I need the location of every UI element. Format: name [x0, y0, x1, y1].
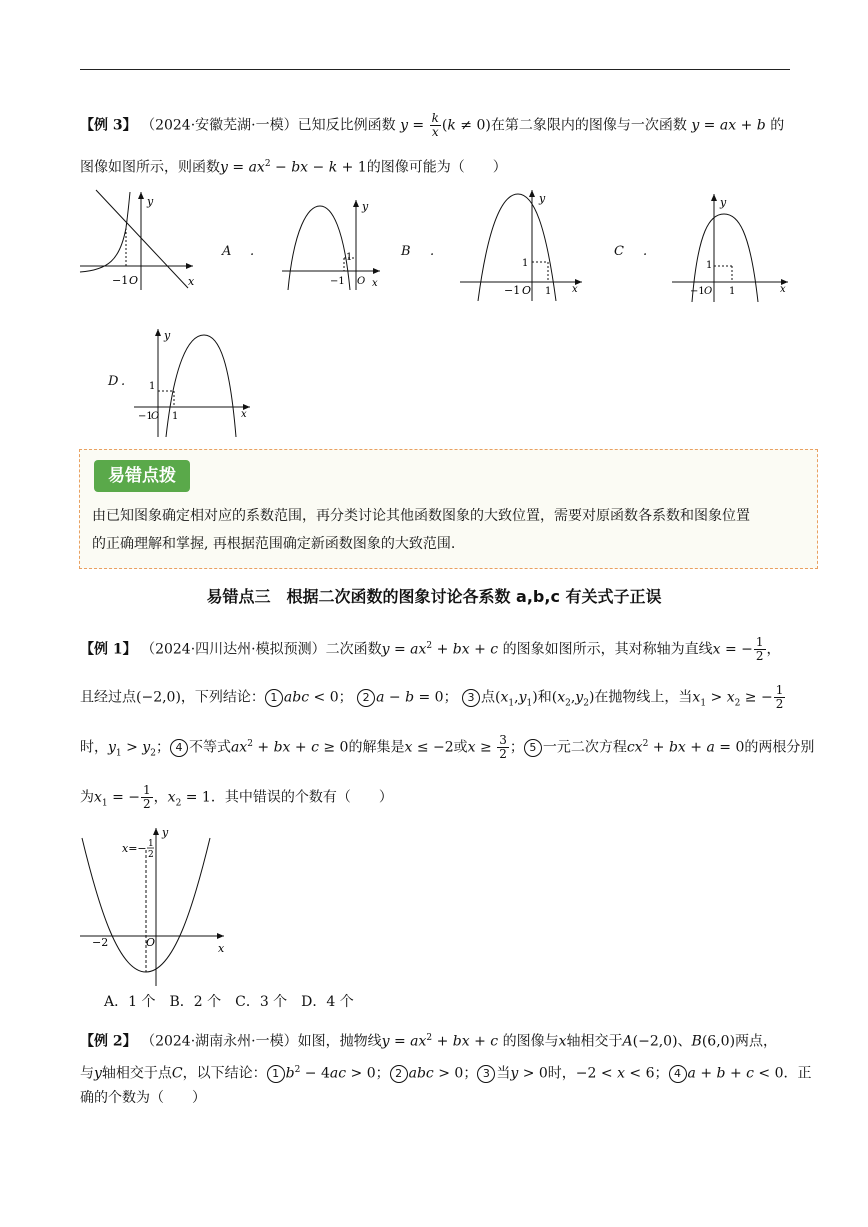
svg-text:−1: −1 [138, 411, 153, 422]
svg-text:2: 2 [148, 850, 154, 860]
tip-text-1: 由已知图象确定相对应的系数范围，再分类讨论其他函数图象的大致位置，需要对原函数各系数和图象位置 [92, 508, 750, 524]
option-d-graph[interactable] [134, 325, 254, 440]
svg-text:x: x [780, 284, 786, 295]
svg-text:O: O [357, 276, 366, 287]
option-d-label[interactable]: D [108, 374, 119, 389]
ex1-line2: 且经过点(−2,0)，下列结论： 1 abc < 0； 2 a − b = 0； 3 点$(x_1,y_1)$和$(x_2,y_2)$在抛物线上，当$x_1 > x_2$ ≥ − $\frac{1}{2}$ [80, 683, 784, 711]
ex3-line1: 【例 3】 （2024·安徽芜湖·一模）已知反比例函数 y = $\frac{k}{x}$ (k ≠ 0)在第二象限内的图像与一次函数 y = ax + b 的 [80, 111, 785, 139]
svg-text:O: O [522, 284, 532, 297]
svg-text:1: 1 [706, 260, 713, 271]
ex2-line2: 与y轴相交于点C，以下结论： 1 $b^2 - 4ac > 0$； 2 abc > 0； 3 当y > 0时，−2 < x < 6； 4 a + b + c < 0．正 [80, 1065, 812, 1082]
svg-text:x=−: x=− [122, 842, 147, 855]
option-c-graph[interactable] [672, 190, 792, 302]
svg-text:x: x [218, 942, 225, 955]
svg-text:O: O [704, 286, 713, 297]
svg-text:y: y [164, 329, 171, 342]
svg-text:−1: −1 [330, 276, 345, 287]
svg-text:x: x [572, 284, 578, 295]
ex1-line4: 为$x_1$ = − $\frac{1}{2}$ ，$x_2 = 1$．其中错误的个数有（ ） [80, 783, 393, 811]
ex2-line3: 确的个数为（ ） [80, 1090, 206, 1106]
svg-text:x: x [188, 275, 195, 288]
svg-text:y: y [539, 192, 546, 205]
svg-text:1: 1 [522, 258, 529, 269]
svg-text:1: 1 [149, 381, 156, 392]
svg-text:x: x [241, 409, 247, 420]
svg-text:O: O [151, 411, 160, 422]
header-rule [80, 69, 790, 70]
ex3-tag: 【例 3】 [80, 117, 137, 134]
svg-text:−1: −1 [690, 286, 705, 297]
svg-text:1: 1 [172, 411, 179, 422]
svg-text:1: 1 [346, 252, 353, 263]
option-c-label[interactable]: C [614, 244, 624, 259]
svg-text:y: y [147, 195, 154, 208]
tip-text-2: 的正确理解和掌握, 再根据范围确定新函数图象的大致范围. [92, 536, 456, 552]
option-b-graph[interactable] [460, 186, 585, 301]
ex1-line3: 时，$y_1 > y_2$； 4 不等式$ax^2$ + bx + c ≥ 0的解集是x ≤ −2或x ≥ $\frac{3}{2}$ ； 5 一元二次方程$cx^2$ + bx + a = 0的两根分别 [80, 733, 815, 762]
tip-box [79, 449, 818, 569]
ex1-line1: 【例 1】 （2024·四川达州·模拟预测）二次函数$y = ax^2$ + bx + c 的图象如图所示，其对称轴为直线x = − $\frac{1}{2}$ ， [80, 635, 781, 664]
svg-text:y: y [720, 196, 727, 209]
svg-text:1: 1 [148, 839, 154, 849]
svg-text:1: 1 [545, 286, 552, 297]
option-a-label[interactable]: A [222, 244, 232, 259]
svg-text:−2: −2 [92, 936, 109, 949]
ex1-graph [78, 824, 228, 989]
option-b-label[interactable]: B [401, 244, 411, 259]
ex3-original-graph [78, 188, 198, 293]
svg-text:y: y [362, 200, 369, 213]
ex2-line1: 【例 2】 （2024·湖南永州·一模）如图，抛物线$y = ax^2$ + bx + c 的图像与x轴相交于A(−2,0)、B(6,0)两点， [80, 1033, 778, 1050]
section-title: 易错点三 根据二次函数的图象讨论各系数 a,b,c 有关式子正误 [206, 587, 662, 606]
ex3-source: （2024·安徽芜湖·一模） [141, 117, 298, 134]
svg-text:O: O [129, 274, 139, 287]
ex3-line2: 图像如图所示，则函数$y = ax^2$ − bx − k + 1的图像可能为（ ） [80, 159, 507, 176]
ex1-choices[interactable]: A．1 个 B．2 个 C．3 个 D．4 个 [104, 994, 354, 1010]
svg-text:x: x [372, 278, 378, 289]
option-a-graph[interactable] [282, 198, 382, 290]
svg-text:1: 1 [729, 286, 736, 297]
svg-text:−1: −1 [504, 284, 521, 297]
svg-text:−1: −1 [112, 274, 129, 287]
svg-text:O: O [146, 936, 156, 949]
tip-label: 易错点拨 [94, 460, 190, 492]
svg-text:y: y [162, 826, 169, 839]
